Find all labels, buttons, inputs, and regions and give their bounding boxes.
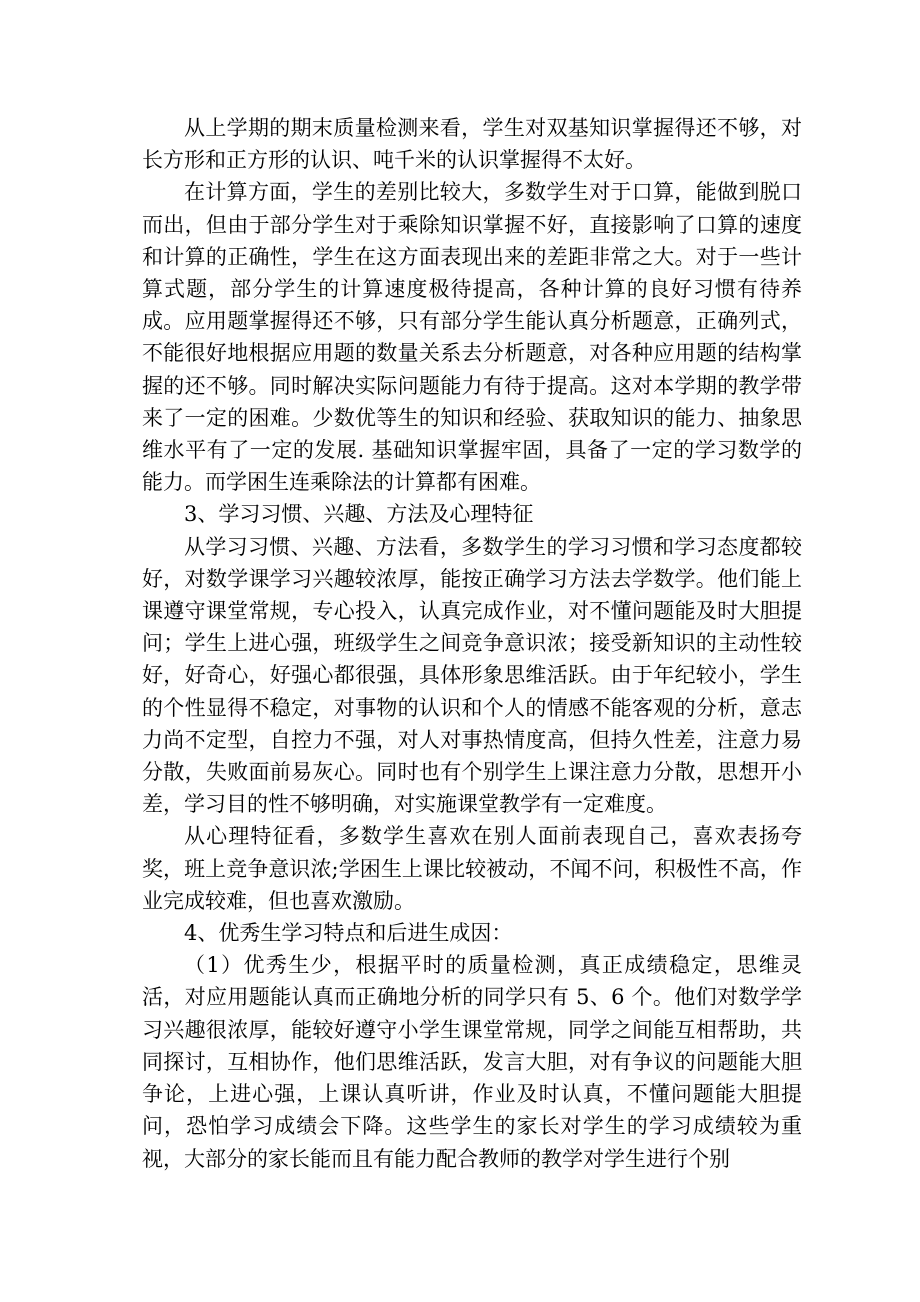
document-body: [142, 112, 802, 1175]
section-heading-learning-habits: 3、学习习惯、兴趣、方法及心理特征: [184, 502, 534, 527]
paragraph-excellent-students: （1）优秀生少，根据平时的质量检测，真正成绩稳定，思维灵活，对应用题能认真而正确地分析的同学只有 5、6 个。他们对数学学习兴趣很浓厚，能较好遵守小学生课堂常规，同学之间能互相帮助，共同探讨，互相协作，他们思维活跃，发言大胆，对有争议的问题能大胆争论，上进心强，上课认真听讲，作业及时认真，不懂问题能大胆提问，恐怕学习成绩会下降。这些学生的家长对学生的学习成绩较为重视，大部分的家长能而且有能力配合教师的教学对学生进行个别: [142, 953, 802, 1171]
paragraph-learning-habits: 从学习习惯、兴趣、方法看，多数学生的学习习惯和学习态度都较好，对数学课学习兴趣较浓厚，能按正确学习方法去学数学。他们能上课遵守课堂常规，专心投入，认真完成作业，对不懂问题能及时大胆提问；学生上进心强，班级学生之间竞争意识浓；接受新知识的主动性较好，好奇心，好强心都很强，具体形象思维活跃。由于年纪较小，学生的个性显得不稳定，对事物的认识和个人的情感不能客观的分析，意志力尚不定型，自控力不强，对人对事热情度高，但持久性差，注意力易分散，失败面前易灰心。同时也有个别学生上课注意力分散，思想开小差，学习目的性不够明确，对实施课堂教学有一定难度。: [142, 534, 802, 817]
paragraph-exam-quality: 从上学期的期末质量检测来看，学生对双基知识掌握得还不够，对长方形和正方形的认识、吨千米的认识掌握得不太好。: [142, 116, 802, 173]
paragraph-calculation: 在计算方面，学生的差别比较大，多数学生对于口算，能做到脱口而出，但由于部分学生对于乘除知识掌握不好，直接影响了口算的速度和计算的正确性，学生在这方面表现出来的差距非常之大。对于一些计算式题，部分学生的计算速度极待提高，各种计算的良好习惯有待养成。应用题掌握得还不够，只有部分学生能认真分析题意，正确列式，不能很好地根据应用题的数量关系去分析题意，对各种应用题的结构掌握的还不够。同时解决实际问题能力有待于提高。这对本学期的教学带来了一定的困难。少数优等生的知识和经验、获取知识的能力、抽象思维水平有了一定的发展. 基础知识掌握牢固，具备了一定的学习数学的能力。而学困生连乘除法的计算都有困难。: [142, 180, 802, 495]
paragraph-psychology: 从心理特征看，多数学生喜欢在别人面前表现自己，喜欢表扬夸奖，班上竞争意识浓;学困生上课比较被动，不闻不问，积极性不高，作业完成较难，但也喜欢激励。: [142, 824, 802, 913]
section-heading-excellent-students: 4、优秀生学习特点和后进生成因：: [184, 921, 513, 946]
